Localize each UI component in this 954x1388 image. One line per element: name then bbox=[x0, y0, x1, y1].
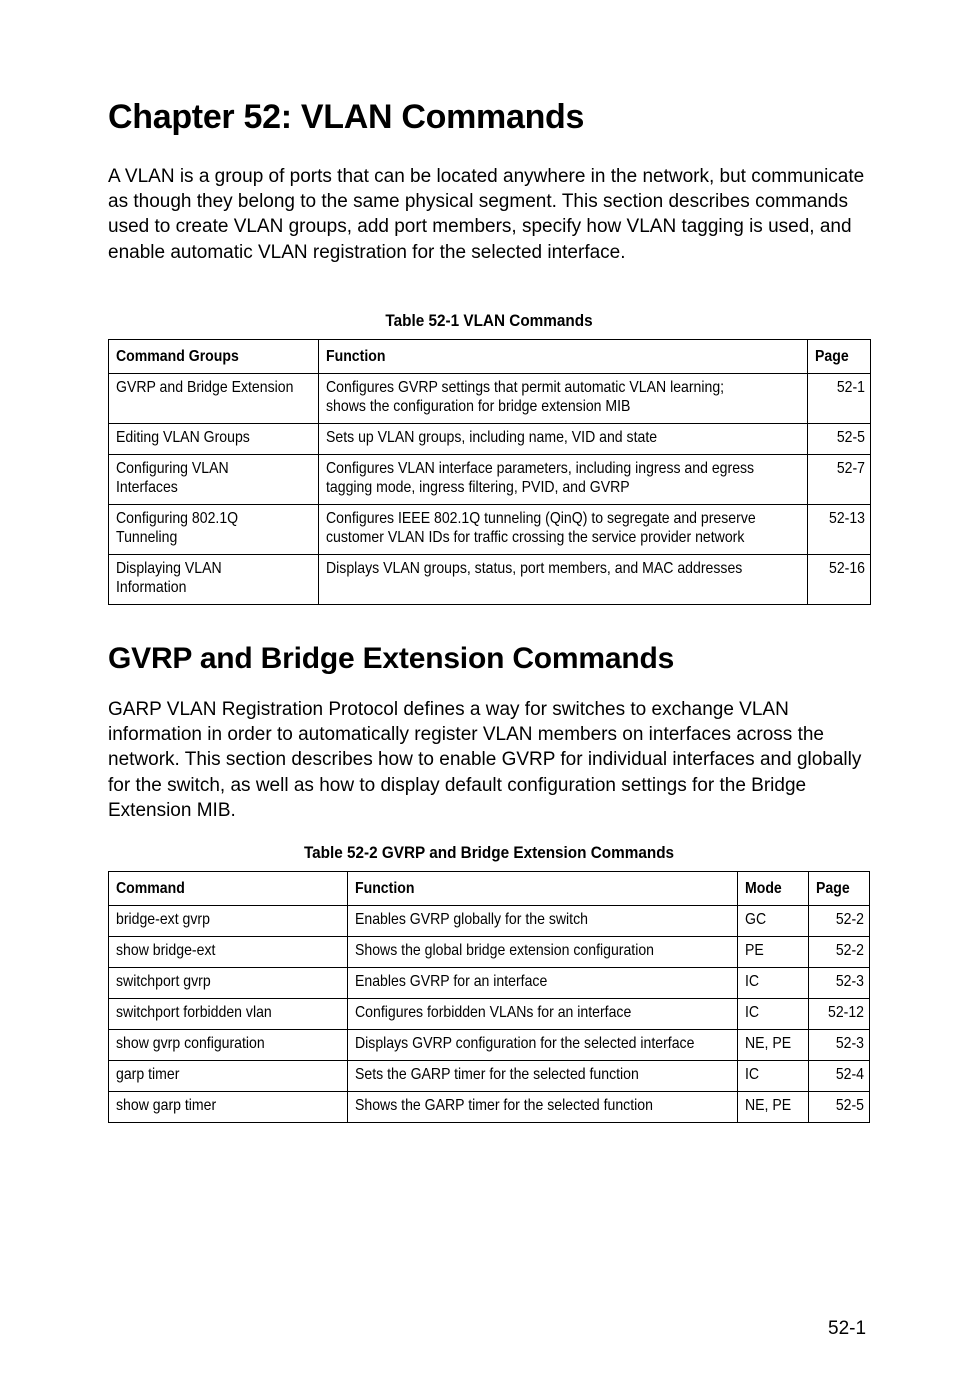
cell-command-group: Displaying VLAN Information bbox=[109, 555, 319, 605]
table-gvrp-commands bbox=[108, 871, 870, 1123]
cell-mode: NE, PE bbox=[738, 1030, 809, 1061]
cell-page: 52-16 bbox=[808, 555, 871, 605]
cell-command: switchport gvrp bbox=[109, 968, 348, 999]
cell-function: Sets up VLAN groups, including name, VID and state bbox=[319, 424, 808, 455]
cell-mode: GC bbox=[738, 906, 809, 937]
table-row bbox=[109, 374, 871, 424]
cell-function: Shows the global bridge extension configuration bbox=[348, 937, 738, 968]
table1-caption: Table 52-1 VLAN Commands bbox=[385, 311, 593, 330]
table-row bbox=[109, 424, 871, 455]
cell-command-group: Editing VLAN Groups bbox=[109, 424, 319, 455]
cell-mode: IC bbox=[738, 999, 809, 1030]
header-page: Page bbox=[809, 872, 870, 906]
header-function: Function bbox=[319, 340, 808, 374]
header-function: Function bbox=[348, 872, 738, 906]
table-row bbox=[109, 505, 871, 555]
table-row bbox=[109, 1092, 870, 1123]
header-command: Command bbox=[109, 872, 348, 906]
cell-command: show gvrp configuration bbox=[109, 1030, 348, 1061]
cell-page: 52-3 bbox=[809, 968, 870, 999]
cell-function: Configures GVRP settings that permit automatic VLAN learning; shows the configuration for bridge extension MIB bbox=[319, 374, 808, 424]
header-command-groups: Command Groups bbox=[109, 340, 319, 374]
cell-page: 52-5 bbox=[808, 424, 871, 455]
cell-function: Enables GVRP for an interface bbox=[348, 968, 738, 999]
cell-function: Configures VLAN interface parameters, including ingress and egress tagging mode, ingress filtering, PVID, and GVRP bbox=[319, 455, 808, 505]
cell-command: switchport forbidden vlan bbox=[109, 999, 348, 1030]
table-row bbox=[109, 555, 871, 605]
table-row bbox=[109, 968, 870, 999]
cell-command: show bridge-ext bbox=[109, 937, 348, 968]
table-row bbox=[109, 906, 870, 937]
cell-mode: NE, PE bbox=[738, 1092, 809, 1123]
table-row bbox=[109, 1030, 870, 1061]
table-row bbox=[109, 1061, 870, 1092]
cell-command: show garp timer bbox=[109, 1092, 348, 1123]
cell-page: 52-2 bbox=[809, 906, 870, 937]
cell-command: garp timer bbox=[109, 1061, 348, 1092]
cell-page: 52-12 bbox=[809, 999, 870, 1030]
cell-function: Displays GVRP configuration for the selected interface bbox=[348, 1030, 738, 1061]
cell-function: Sets the GARP timer for the selected function bbox=[348, 1061, 738, 1092]
cell-function: Configures IEEE 802.1Q tunneling (QinQ) to segregate and preserve customer VLAN IDs for traffic crossing the service provider network bbox=[319, 505, 808, 555]
header-page: Page bbox=[808, 340, 871, 374]
table2-caption: Table 52-2 GVRP and Bridge Extension Commands bbox=[303, 843, 675, 862]
cell-page: 52-13 bbox=[808, 505, 871, 555]
cell-page: 52-4 bbox=[809, 1061, 870, 1092]
cell-mode: IC bbox=[738, 968, 809, 999]
chapter-title: Chapter 52: VLAN Commands bbox=[108, 98, 585, 136]
cell-page: 52-1 bbox=[808, 374, 871, 424]
header-mode: Mode bbox=[738, 872, 809, 906]
cell-command-group: Configuring 802.1Q Tunneling bbox=[109, 505, 319, 555]
section-intro: GARP VLAN Registration Protocol defines a way for switches to exchange VLAN information in order to automatically register VLAN members on interfaces across the network. This section describes how to enable GVRP for individual interfaces and globally for the switch, as well as how to display default configuration settings for the Bridge Extension MIB. bbox=[108, 699, 862, 821]
table-header-row bbox=[109, 340, 871, 374]
table-vlan-commands bbox=[108, 339, 871, 605]
cell-function: Displays VLAN groups, status, port members, and MAC addresses bbox=[319, 555, 808, 605]
cell-page: 52-5 bbox=[809, 1092, 870, 1123]
section-title: GVRP and Bridge Extension Commands bbox=[108, 642, 675, 675]
cell-mode: PE bbox=[738, 937, 809, 968]
cell-function: Shows the GARP timer for the selected function bbox=[348, 1092, 738, 1123]
table-row bbox=[109, 455, 871, 505]
page-number: 52-1 bbox=[828, 1318, 867, 1339]
table-row bbox=[109, 999, 870, 1030]
cell-function: Enables GVRP globally for the switch bbox=[348, 906, 738, 937]
cell-command: bridge-ext gvrp bbox=[109, 906, 348, 937]
cell-command-group: GVRP and Bridge Extension bbox=[109, 374, 319, 424]
table-header-row bbox=[109, 872, 870, 906]
cell-page: 52-7 bbox=[808, 455, 871, 505]
cell-mode: IC bbox=[738, 1061, 809, 1092]
cell-page: 52-3 bbox=[809, 1030, 870, 1061]
table-row bbox=[109, 937, 870, 968]
cell-function: Configures forbidden VLANs for an interface bbox=[348, 999, 738, 1030]
cell-page: 52-2 bbox=[809, 937, 870, 968]
chapter-intro: A VLAN is a group of ports that can be located anywhere in the network, but communicate as though they belong to the same physical segment. This section describes commands used to create VLAN groups, add port members, specify how VLAN tagging is used, and enable automatic VLAN registration for the selected interface. bbox=[108, 166, 865, 263]
cell-command-group: Configuring VLAN Interfaces bbox=[109, 455, 319, 505]
